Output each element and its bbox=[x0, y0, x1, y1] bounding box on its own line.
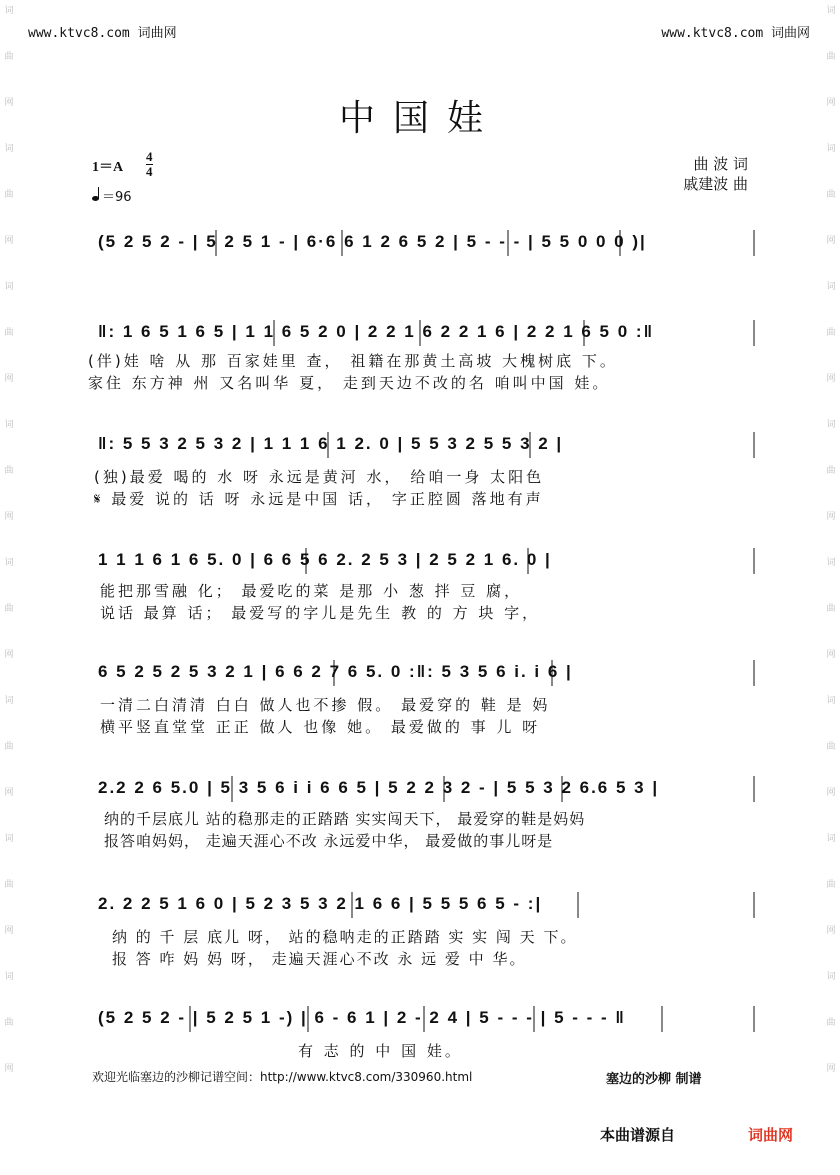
notation: (5 2 5 2 - | 5 2 5 1 - | 6·6 6 1 2 6 5 2 | 5 - - - | 5 5 0 0 0 )| bbox=[98, 232, 647, 251]
watermark-char: 曲 bbox=[4, 880, 14, 890]
watermark-char: 词 bbox=[826, 972, 836, 982]
lyric-line: (伴)娃 啥 从 那 百家娃里 查， 祖籍在那黄土高坡 大槐树底 下。 bbox=[88, 352, 618, 370]
notation: 6 5 2 5 2 5 3 2 1 | 6 6 2 7 6 5. 0 :‖: 5 3 5 6 i. i 6 | bbox=[98, 662, 573, 681]
watermark-char: 曲 bbox=[4, 328, 14, 338]
lyric-line: 横平竖直堂堂 正正 做人 也像 她。 最爱做的 事 儿 呀 bbox=[100, 718, 541, 736]
watermark-char: 词 bbox=[4, 144, 14, 154]
watermark-char: 曲 bbox=[826, 742, 836, 752]
watermark-char: 网 bbox=[826, 374, 836, 384]
watermark-char: 网 bbox=[826, 650, 836, 660]
watermark-char: 曲 bbox=[4, 52, 14, 62]
credits bbox=[683, 154, 748, 194]
lyricist: 曲 波 词 bbox=[693, 155, 748, 173]
watermark-left bbox=[0, 0, 18, 1175]
watermark-char: 网 bbox=[826, 512, 836, 522]
watermark-char: 词 bbox=[826, 282, 836, 292]
watermark-char: 词 bbox=[826, 420, 836, 430]
lyric-line: 报 答 咋 妈 妈 呀， 走遍天涯心不改 永 远 爱 中 华。 bbox=[112, 950, 527, 968]
watermark-right bbox=[822, 0, 840, 1175]
watermark-char: 曲 bbox=[826, 466, 836, 476]
key-signature: 1＝A bbox=[92, 160, 124, 175]
watermark-char: 网 bbox=[4, 926, 14, 936]
watermark-char: 曲 bbox=[826, 604, 836, 614]
staff-row-1 bbox=[90, 226, 758, 258]
lyric-line: 家住 东方神 州 又名叫华 夏， 走到天边不改的名 咱叫中国 娃。 bbox=[88, 374, 611, 392]
watermark-char: 词 bbox=[4, 282, 14, 292]
lyric-line: 报答咱妈妈， 走遍天涯心不改 永远爱中华， 最爱做的事儿呀是 bbox=[104, 832, 554, 850]
time-signature bbox=[146, 150, 153, 179]
lyric-line: 𝄋 最爱 说的 话 呀 永远是中国 话， 字正腔圆 落地有声 bbox=[94, 490, 544, 508]
watermark-char: 曲 bbox=[826, 328, 836, 338]
watermark-char: 词 bbox=[826, 834, 836, 844]
watermark-char: 网 bbox=[4, 650, 14, 660]
composer: 戚建波 曲 bbox=[683, 175, 748, 193]
watermark-char: 曲 bbox=[826, 52, 836, 62]
staff-row-8 bbox=[90, 1002, 758, 1034]
site-url-left[interactable]: www.ktvc8.com 词曲网 bbox=[28, 26, 177, 41]
watermark-char: 曲 bbox=[826, 190, 836, 200]
source-brand-link[interactable]: 词曲网 bbox=[748, 1126, 794, 1144]
watermark-char: 曲 bbox=[4, 604, 14, 614]
watermark-char: 词 bbox=[826, 6, 836, 16]
watermark-char: 曲 bbox=[4, 466, 14, 476]
tempo-mark bbox=[92, 186, 132, 205]
watermark-char: 词 bbox=[4, 558, 14, 568]
watermark-char: 网 bbox=[826, 98, 836, 108]
staff-row-5 bbox=[90, 656, 758, 688]
staff-row-4 bbox=[90, 544, 758, 576]
watermark-char: 词 bbox=[4, 420, 14, 430]
lyric-line: 纳的千层底儿 站的稳那走的正踏踏 实实闯天下， 最爱穿的鞋是妈妈 bbox=[104, 810, 586, 828]
watermark-char: 词 bbox=[4, 6, 14, 16]
watermark-char: 词 bbox=[4, 972, 14, 982]
watermark-char: 词 bbox=[826, 558, 836, 568]
notation-maker: 塞边的沙柳 制谱 bbox=[606, 1072, 702, 1087]
watermark-char: 网 bbox=[4, 512, 14, 522]
lyric-line: (独)最爱 喝的 水 呀 永远是黄河 水， 给咱一身 太阳色 bbox=[94, 468, 545, 486]
watermark-char: 网 bbox=[4, 98, 14, 108]
watermark-char: 词 bbox=[826, 144, 836, 154]
watermark-char: 词 bbox=[4, 696, 14, 706]
lyric-line: 说话 最算 话； 最爱写的字儿是先生 教 的 方 块 字， bbox=[100, 604, 541, 622]
notation: 2. 2 2 5 1 6 0 | 5 2 3 5 3 2 1 6 6 | 5 5 5 6 5 - :| bbox=[98, 894, 543, 913]
watermark-char: 曲 bbox=[4, 742, 14, 752]
watermark-char: 曲 bbox=[826, 880, 836, 890]
watermark-char: 网 bbox=[4, 236, 14, 246]
notation: (5 2 5 2 - | 5 2 5 1 -) | 6 - 6 1 | 2 - 2 4 | 5 - - - | 5 - - - ‖ bbox=[98, 1008, 626, 1027]
watermark-char: 曲 bbox=[4, 190, 14, 200]
watermark-char: 网 bbox=[4, 788, 14, 798]
watermark-char: 曲 bbox=[826, 1018, 836, 1028]
watermark-char: 词 bbox=[826, 696, 836, 706]
notation: 1 1 1 6 1 6 5. 0 | 6 6 5 6 2. 2 5 3 | 2 5 2 1 6. 0 | bbox=[98, 550, 552, 569]
watermark-char: 曲 bbox=[4, 1018, 14, 1028]
staff-row-6 bbox=[90, 772, 758, 804]
watermark-char: 词 bbox=[4, 834, 14, 844]
notation: ‖: 5 5 3 2 5 3 2 | 1 1 1 6 1 2. 0 | 5 5 3 2 5 5 3 2 | bbox=[98, 434, 564, 453]
lyric-line: 有 志 的 中 国 娃。 bbox=[298, 1042, 463, 1060]
tempo-value: ＝96 bbox=[102, 190, 132, 205]
time-bottom: 4 bbox=[146, 164, 153, 179]
notation: 2.2 2 6 5.0 | 5 3 5 6 i i 6 6 5 | 5 2 2 3 2 - | 5 5 3 2 6.6 5 3 | bbox=[98, 778, 660, 797]
staff-row-3 bbox=[90, 428, 758, 460]
watermark-char: 网 bbox=[4, 1064, 14, 1074]
notation: ‖: 1 6 5 1 6 5 | 1 1 6 5 2 0 | 2 2 1 6 2 2 1 6 | 2 2 1 6 5 0 :‖ bbox=[98, 322, 655, 341]
staff-row-7 bbox=[90, 888, 758, 920]
watermark-char: 网 bbox=[826, 926, 836, 936]
source-label: 本曲谱源自 bbox=[600, 1126, 676, 1144]
lyric-line: 一清二白清清 白白 做人也不掺 假。 最爱穿的 鞋 是 妈 bbox=[100, 696, 551, 714]
staff-row-2 bbox=[90, 316, 758, 348]
footer-note[interactable]: 欢迎光临塞边的沙柳记谱空间：http://www.ktvc8.com/330960.html bbox=[92, 1070, 473, 1084]
song-title: 中国娃 bbox=[338, 98, 501, 139]
lyric-line: 能把那雪融 化； 最爱吃的菜 是那 小 葱 拌 豆 腐， bbox=[100, 582, 523, 600]
watermark-char: 网 bbox=[4, 374, 14, 384]
site-url-right[interactable]: www.ktvc8.com 词曲网 bbox=[661, 26, 810, 41]
lyric-line: 纳 的 千 层 底儿 呀， 站的稳呐走的正踏踏 实 实 闯 天 下。 bbox=[112, 928, 578, 946]
time-top: 4 bbox=[146, 149, 153, 164]
watermark-char: 网 bbox=[826, 1064, 836, 1074]
watermark-char: 网 bbox=[826, 236, 836, 246]
watermark-char: 网 bbox=[826, 788, 836, 798]
quarter-note-icon bbox=[92, 196, 99, 201]
